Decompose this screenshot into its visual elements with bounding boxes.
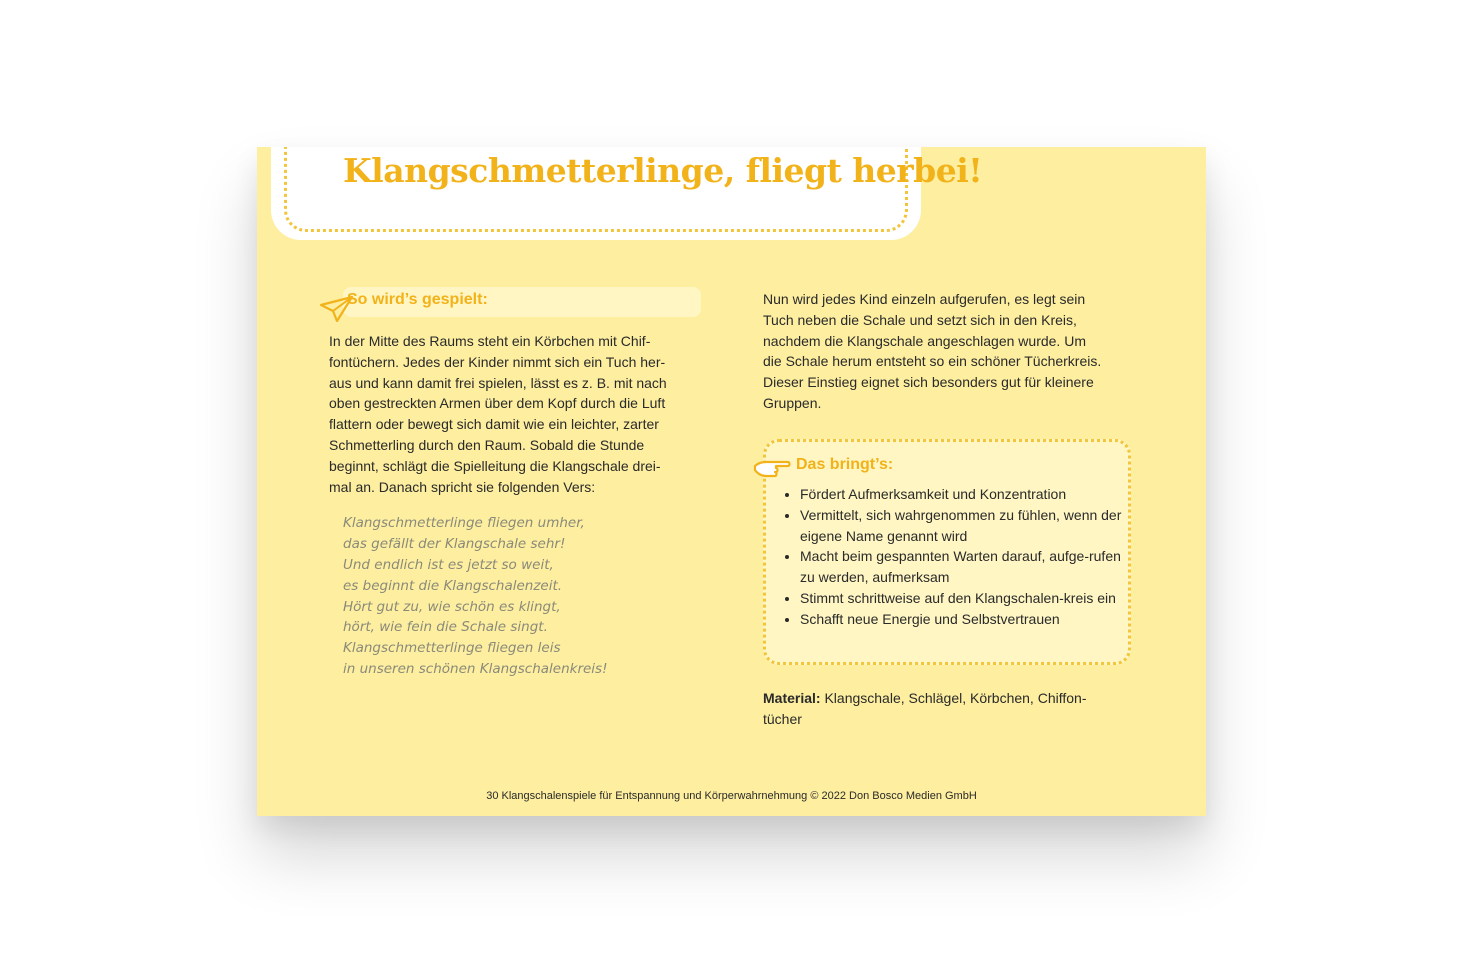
verse-line: Hört gut zu, wie schön es klingt,: [343, 598, 561, 615]
intro-paragraph: [763, 289, 1143, 414]
how-to-play-heading: [343, 287, 701, 317]
intro-line: Nun wird jedes Kind einzeln aufgerufen, es legt sein: [763, 291, 1086, 307]
activity-card: [257, 147, 1206, 816]
list-item: • Fördert Aufmerksamkeit und Konzentration: [800, 484, 1130, 505]
paragraph-line: flattern oder bewegt sich damit wie ein leichter, zarter: [329, 416, 659, 433]
verse-line: Klangschmetterlinge fliegen umher,: [343, 515, 585, 532]
verse-line: in unseren schönen Klangschalenkreis!: [343, 660, 608, 677]
list-item: • Macht beim gespannten Warten darauf, aufge-rufen zu werden, aufmerksam: [800, 546, 1130, 588]
paragraph-line: Schmetterling durch den Raum. Sobald die Stunde: [329, 436, 645, 453]
verse-line: Klangschmetterlinge fliegen leis: [343, 640, 561, 657]
paragraph-line: beginnt, schlägt die Spielleitung die Klangschale drei-: [329, 457, 661, 474]
intro-line: Gruppen.: [763, 394, 822, 411]
footer-copyright: 30 Klangschalenspiele für Entspannung und Körperwahrnehmung © 2022 Don Bosco Medien GmbH: [486, 790, 977, 802]
material-note: [763, 688, 1123, 730]
verse-line: das gefällt der Klangschale sehr!: [343, 536, 566, 553]
left-column: [329, 287, 701, 680]
pointing-hand-icon: [752, 454, 792, 480]
verse-line: hört, wie fein die Schale singt.: [343, 619, 548, 636]
paragraph-line: mal an. Danach spricht sie folgenden Vers:: [329, 478, 596, 495]
intro-line: nachdem die Klangschale angeschlagen wurde. Um: [763, 332, 1086, 349]
page-title: Klangschmetterlinge, fliegt herbei!: [343, 151, 983, 190]
verse-line: es beginnt die Klangschalenzeit.: [343, 577, 563, 594]
list-item: • Vermittelt, sich wahrgenommen zu fühlen, wenn der eigene Name genannt wird: [800, 505, 1130, 547]
intro-line: Tuch neben die Schale und setzt sich in den Kreis,: [763, 311, 1077, 328]
paragraph-line: In der Mitte des Raums steht ein Körbchen mit Chif-: [329, 333, 651, 349]
benefits-list: [786, 484, 1130, 630]
benefits-heading: Das bringt’s:: [796, 456, 894, 473]
right-column: [763, 289, 1143, 414]
intro-line: Dieser Einstieg eignet sich besonders gut für kleinere: [763, 374, 1094, 391]
verse: [343, 513, 701, 679]
benefits-box: [763, 439, 1131, 665]
paragraph-line: aus und kann damit frei spielen, lässt es z. B. mit nach: [329, 374, 667, 391]
list-item: • Schafft neue Energie und Selbstvertrauen: [800, 609, 1130, 630]
intro-line: die Schale herum entsteht so ein schöner Tücherkreis.: [763, 353, 1102, 370]
material-text: Klangschale, Schlägel, Körbchen, Chiffon-tücher: [763, 690, 1087, 727]
title-tab: [271, 147, 983, 240]
paragraph-line: fontüchern. Jedes der Kinder nimmt sich ein Tuch her-: [329, 353, 666, 370]
material-label: Material:: [763, 690, 821, 706]
instructions-paragraph: [329, 331, 701, 497]
how-to-play-heading-text: So wird’s gespielt:: [347, 291, 488, 308]
paragraph-line: oben gestreckten Armen über dem Kopf durch die Luft: [329, 395, 666, 412]
list-item: • Stimmt schrittweise auf den Klangschalen-kreis ein: [800, 588, 1130, 609]
verse-line: Und endlich ist es jetzt so weit,: [343, 556, 554, 573]
